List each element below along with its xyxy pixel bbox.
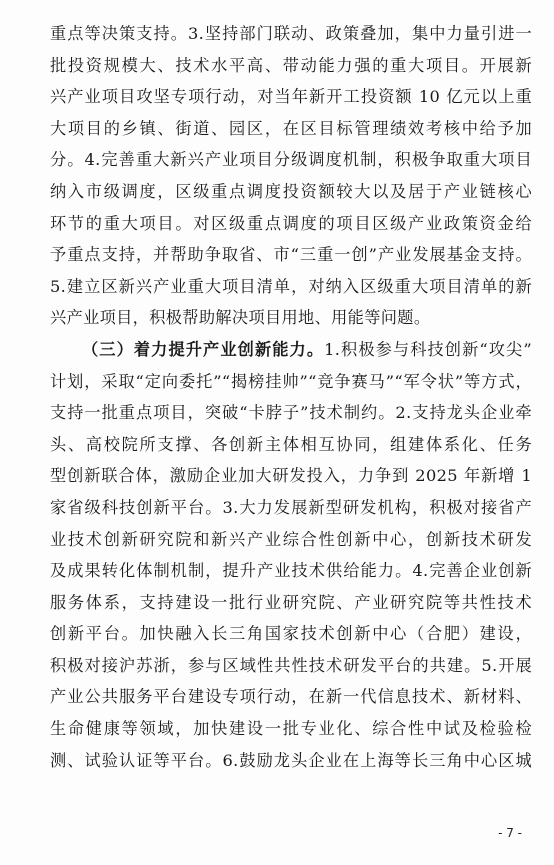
page-number: - 7 -	[498, 826, 522, 840]
body-line: 兴产业项目，积极帮助解决项目用地、用能等问题。	[50, 308, 431, 328]
body-line: 大项目的乡镇、街道、园区，在区目标管理绩效考核中给予加	[50, 118, 532, 138]
section-line: 业技术创新研究院和新兴产业综合性创新中心，创新技术研发	[50, 529, 532, 549]
section-line: 型创新联合体，激励企业加大研发投入，力争到 2025 年新增 1	[50, 466, 532, 486]
section-line: 支持一批重点项目，突破“卡脖子”技术制约。2.支持龙头企业牵	[50, 403, 532, 423]
body-line: 兴产业项目攻坚专项行动，对当年新开工投资额 10 亿元以上重	[50, 87, 532, 107]
body-line: 环节的重大项目。对区级重点调度的项目区级产业政策资金给	[50, 213, 532, 233]
section-heading: （三）着力提升产业创新能力。	[82, 339, 325, 359]
section-line: 生命健康等领域，加快建设一批专业化、综合性中试及检验检	[50, 719, 532, 739]
document-body	[50, 18, 532, 776]
section-line: 测、试验认证等平台。6.鼓励龙头企业在上海等长三角中心区城	[50, 750, 532, 770]
section-line: 产业公共服务平台建设专项行动，在新一代信息技术、新材料、	[50, 687, 532, 707]
section-line: 家省级科技创新平台。3.大力发展新型研发机构，积极对接省产	[50, 497, 532, 517]
section-line: 积极对接沪苏浙，参与区域性共性技术研发平台的共建。5.开展	[50, 655, 532, 675]
section-line: 头、高校院所支撑、各创新主体相互协同，组建体系化、任务	[50, 434, 532, 454]
section-line: 服务体系，支持建设一批行业研究院、产业研究院等共性技术	[50, 592, 532, 612]
section-line: 及成果转化体制机制，提升产业技术供给能力。4.完善企业创新	[50, 561, 532, 581]
section-first-line-text: 1.积极参与科技创新“攻尖”	[324, 339, 532, 359]
body-line: 分。4.完善重大新兴产业项目分级调度机制，积极争取重大项目	[50, 150, 532, 170]
body-line: 重点等决策支持。3.坚持部门联动、政策叠加，集中力量引进一	[50, 24, 532, 43]
body-line: 批投资规模大、技术水平高、带动能力强的重大项目。开展新	[50, 55, 532, 75]
section-line: 计划，采取“定向委托”“揭榜挂帅”“竞争赛马”“军令状”等方式，	[50, 371, 532, 391]
section-line: 创新平台。加快融入长三角国家技术创新中心（合肥）建设，	[50, 624, 532, 644]
body-line: 5.建立区新兴产业重大项目清单，对纳入区级重大项目清单的新	[50, 276, 532, 296]
body-line: 纳入市级调度，区级重点调度投资额较大以及居于产业链核心	[50, 181, 532, 201]
section-first-line	[50, 334, 532, 366]
body-line: 予重点支持，并帮助争取省、市“三重一创”产业发展基金支持。	[50, 245, 532, 265]
